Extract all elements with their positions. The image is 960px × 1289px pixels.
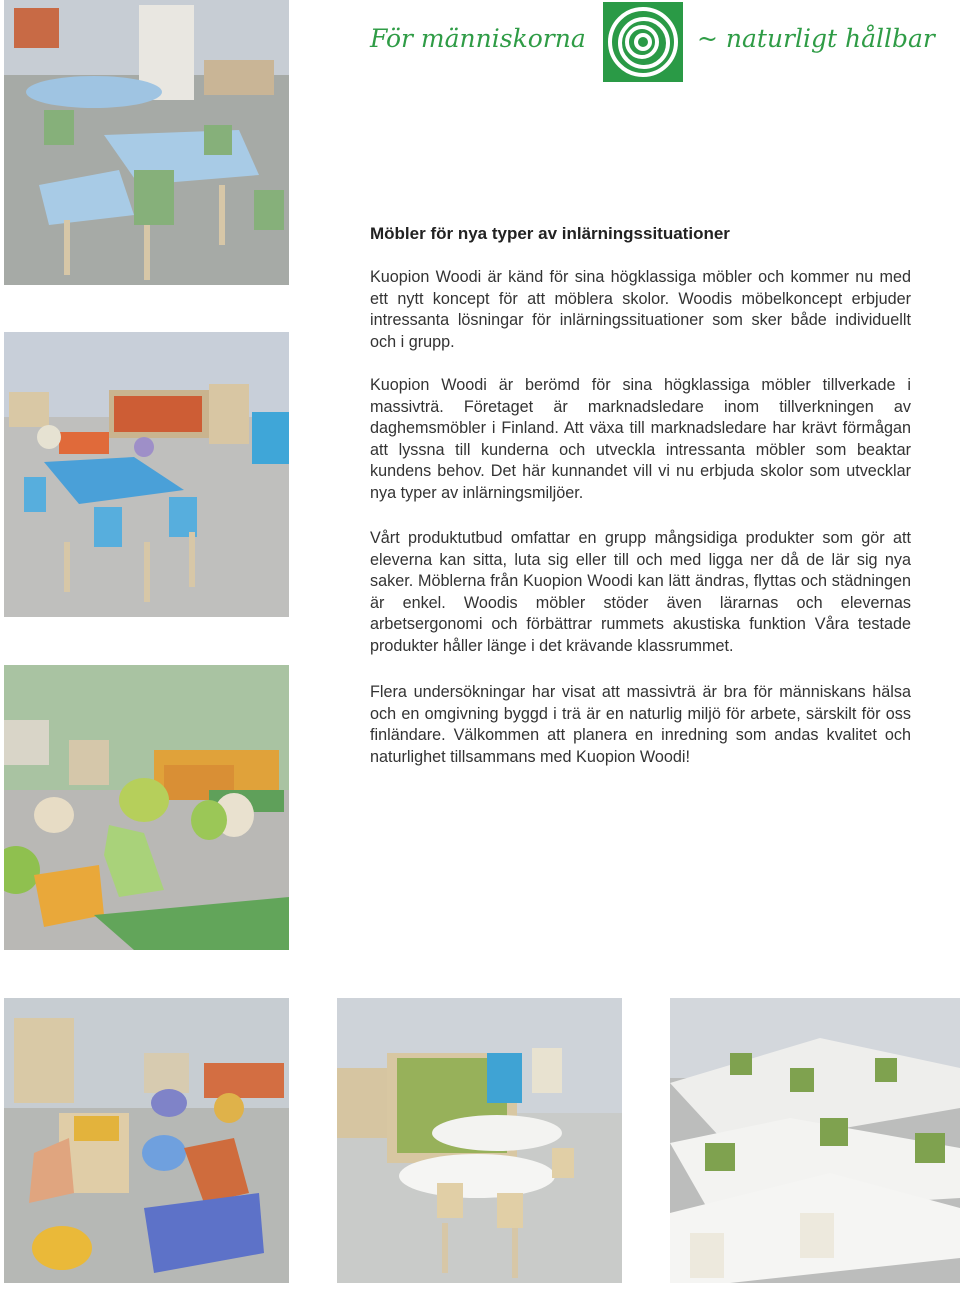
article-paragraph-1: Kuopion Woodi är känd för sina högklassiga möbler och kommer nu med ett nytt koncept för att möblera skolor. Woodis möbelkoncept erbjuder intressanta lösningar för inlärningssituationer som sker både individuellt och i grupp. [370,268,911,351]
classroom-photo-blue-tables [4,0,289,285]
tagline-right: ~ naturligt hållbar [697,24,935,53]
classroom-photo-white-tables [670,998,960,1283]
article-paragraph-4: Flera undersökningar har visat att massivträ är bra för människans hälsa och en omgivning byggd i trä är en naturlig miljö för arbete, särskilt för oss finländare. Välkommen att planera en inredning som andas kvalitet och naturlighet tillsammans med Kuopion Woodi! [370,683,911,766]
classroom-photo-storage [4,332,289,617]
article-paragraph-3: Vårt produktutbud omfattar en grupp mångsidiga produkter som gör att eleverna kan sitta, luta sig eller till och med ligga ner då de lär sig nya saker. Möblerna från Kuopion Woodi kan lätt ändras, flyttas och städningen är enkel. Woodis möbler stöder även lärarnas och elevernas arbetsergonomi och förbättrar rummets akustiska funktion Våra testade produkter håller länge i det krävande klassrummet. [370,529,911,655]
play-area-photo [4,998,289,1283]
soft-seating-photo [4,665,289,950]
article-heading: Möbler för nya typer av inlärningssituationer [370,224,730,243]
tagline-left: För människorna [370,24,586,53]
tree-rings-logo-icon [603,2,683,82]
article-paragraph-2: Kuopion Woodi är berömd för sina högklassiga möbler tillverkade i massivträ. Företaget är marknadsledare inom tillverkningen av daghemsmöbler i Finland. Att växa till marknadsledare har krävt förmågan att lyssna till kunderna och utveckla intressanta möbler som beaktar kundens behov. Det här kunnandet vill vi nu erbjuda skolor som utvecklar nya typer av inlärningsmiljöer. [370,376,911,502]
classroom-photo-round-table [337,998,622,1283]
